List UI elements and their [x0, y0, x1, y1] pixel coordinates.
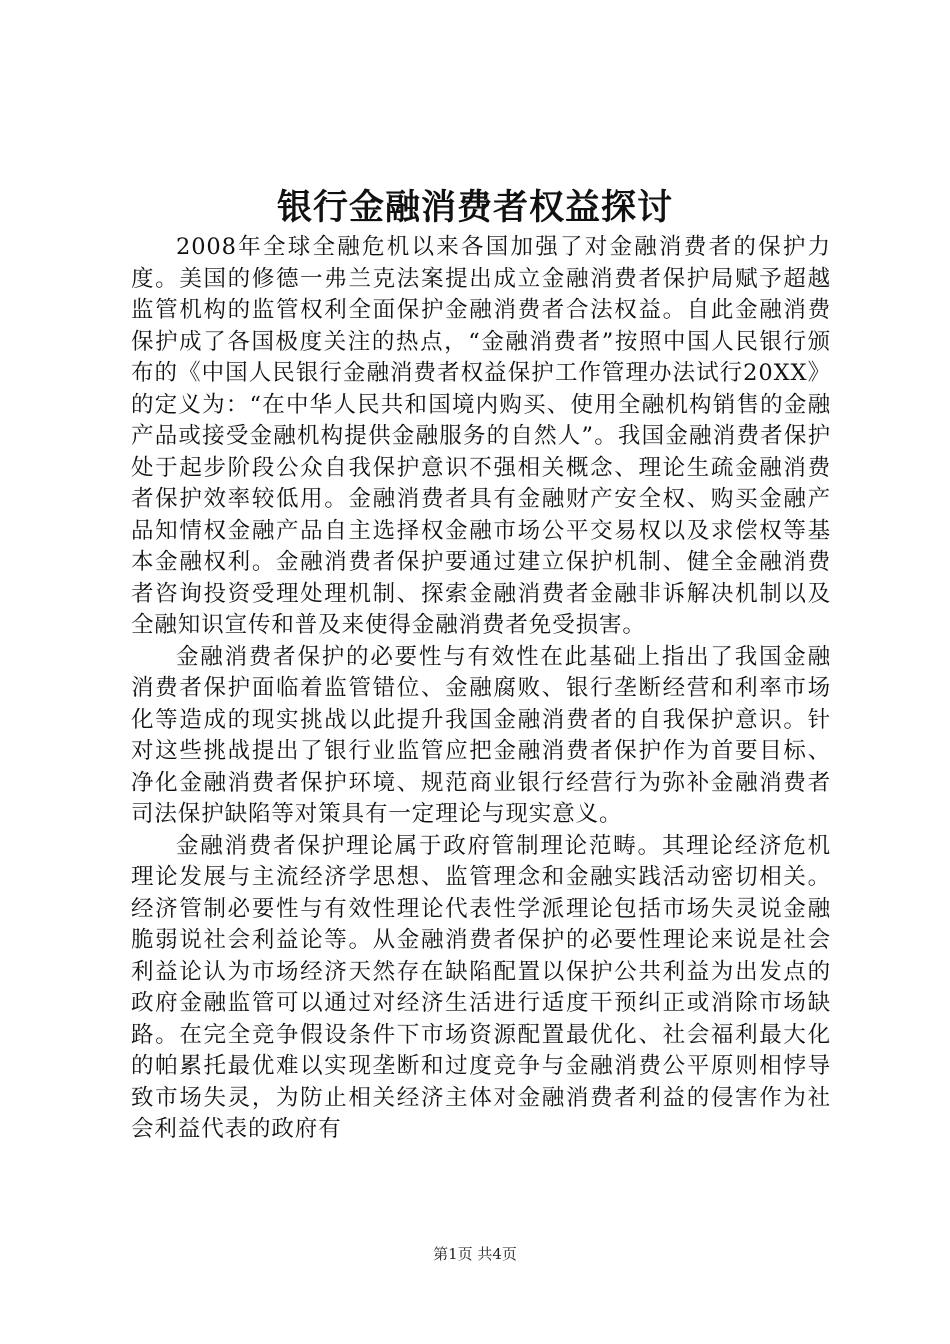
document-body	[131, 232, 831, 1146]
paragraph: 金融消费者保护的必要性与有效性在此基础上指出了我国金融消费者保护面临着监管错位、金融腐败、银行垄断经营和利率市场化等造成的现实挑战以此提升我国金融消费者的自我保护意识。针对这些挑战提出了银行业监管应把金融消费者保护作为首要目标、净化金融消费者保护环境、规范商业银行经营行为弥补金融消费者司法保护缺陷等对策具有一定理论与现实意义。	[131, 643, 831, 827]
document-title: 银行金融消费者权益探讨	[276, 187, 673, 228]
paragraph: 金融消费者保护理论属于政府管制理论范畴。其理论经济危机理论发展与主流经济学思想、监管理念和金融实践活动密切相关。经济管制必要性与有效性理论代表性学派理论包括市场失灵说金融脆弱说社会利益论等。从金融消费者保护的必要性理论来说是社会利益论认为市场经济天然存在缺陷配置以保护公共利益为出发点的政府金融监管可以通过对经济生活进行适度干预纠正或消除市场缺路。在完全竞争假设条件下市场资源配置最优化、社会福利最大化的帕累托最优难以实现垄断和过度竞争与金融消费公平原则相悖导致市场失灵，为防止相关经济主体对金融消费者利益的侵害作为社会利益代表的政府有	[131, 832, 831, 1142]
page-footer: 第1页 共4页	[433, 1245, 517, 1263]
paragraph: 2008年全球全融危机以来各国加强了对金融消费者的保护力度。美国的修德一弗兰克法案提出成立金融消费者保护局赋予超越监管机构的监管权利全面保护金融消费者合法权益。自此金融消费保护成了各国极度关注的热点，“金融消费者”按照中国人民银行颁布的《中国人民银行金融消费者权益保护工作管理办法试行20XX》的定义为：“在中华人民共和国境内购买、使用全融机构销售的金融产品或接受金融机构提供金融服务的自然人”。我国金融消费者保护处于起步阶段公众自我保护意识不强相关概念、理论生疏金融消费者保护效率较低用。金融消费者具有金融财产安全权、购买金融产品知情权金融产品自主选择权金融市场公平交易权以及求偿权等基本金融权利。金融消费者保护要通过建立保护机制、健全金融消费者咨询投资受理处理机制、探索金融消费者金融非诉解决机制以及全融知识宣传和普及来使得金融消费者免受损害。	[131, 234, 831, 638]
